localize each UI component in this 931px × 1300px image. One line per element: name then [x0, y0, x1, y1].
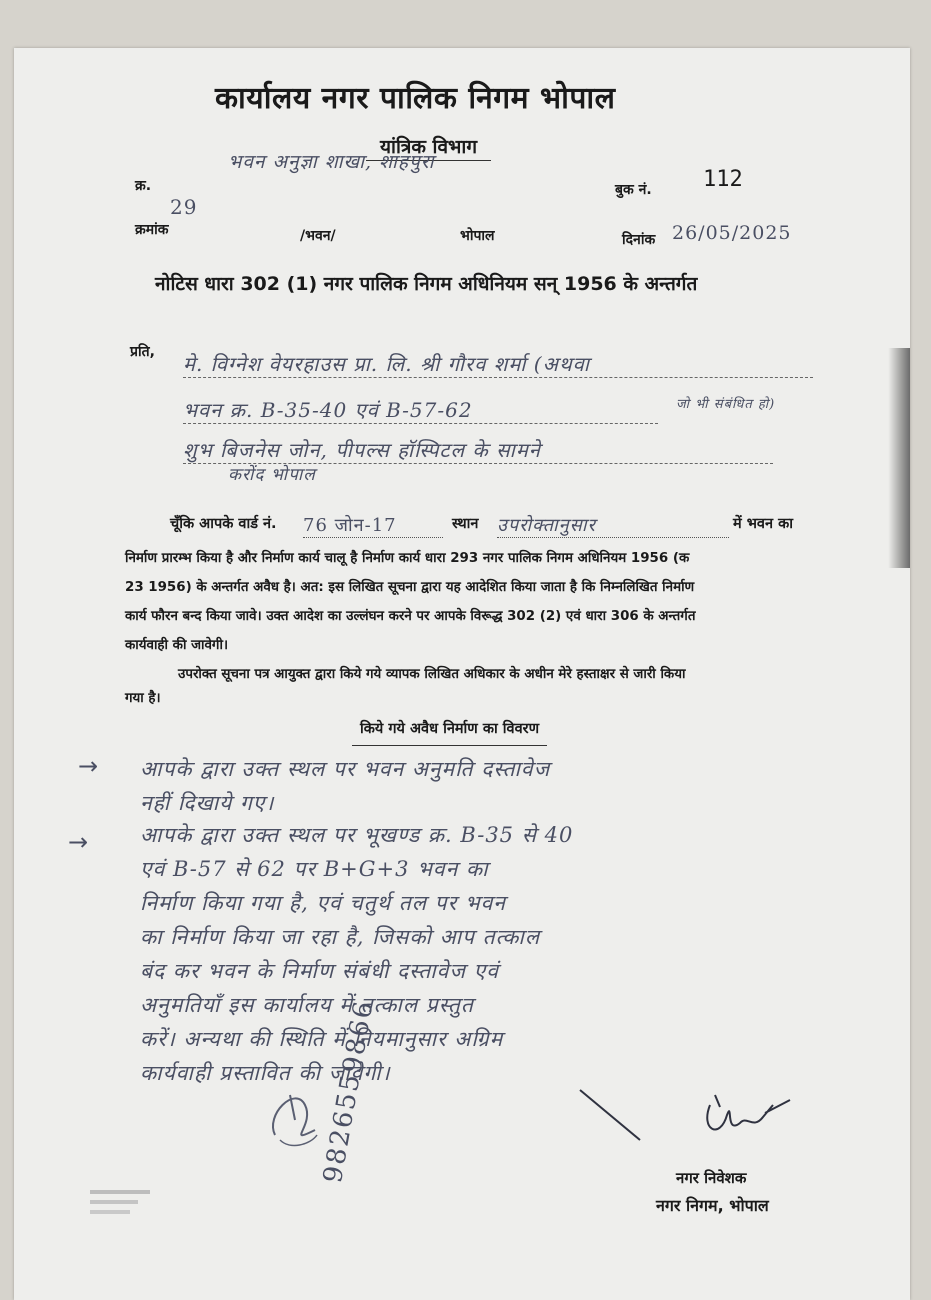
- detail-2-line-4: का निर्माण किया जा रहा है, जिसको आप तत्काल: [140, 925, 541, 949]
- signature: [575, 1085, 805, 1155]
- detail-2-line-6: अनुमतियाँ इस कार्यालय में तत्काल प्रस्तुत: [140, 993, 474, 1017]
- book-label: बुक नं.: [615, 182, 652, 198]
- designation: नगर निवेशक: [676, 1169, 747, 1187]
- detail-2-line-1: आपके द्वारा उक्त स्थल पर भूखण्ड क्र. B-35 से 40: [140, 823, 574, 847]
- detail-2-line-2: एवं B-57 से 62 पर B+G+3 भवन का: [140, 857, 489, 881]
- recipient-line-3: शुभ बिजनेस जोन, पीपल्स हॉस्पिटल के सामने: [183, 436, 773, 464]
- para1-line-4: कार्यवाही की जावेगी।: [125, 638, 229, 653]
- date-label: दिनांक: [622, 232, 656, 248]
- ward-prefix: चूँकि आपके वार्ड नं.: [170, 516, 277, 532]
- kramank-value: 29: [170, 195, 198, 219]
- bhavan-label: /भवन/: [300, 228, 336, 244]
- office-title: कार्यालय नगर पालिक निगम भोपाल: [215, 81, 616, 116]
- para2-line-2: गया है।: [125, 691, 161, 706]
- recipient-line-1: मे. विग्नेश वेयरहाउस प्रा. लि. श्री गौरव शर्मा (अथवा: [183, 350, 813, 378]
- detail-2-line-7: करें। अन्यथा की स्थिति में नियमानुसार अग्रिम: [140, 1027, 504, 1051]
- bhavan-ka-text: में भवन का: [733, 516, 793, 532]
- recipient-line-4: करोंद भोपाल: [228, 465, 316, 485]
- details-heading: किये गये अवैध निर्माण का विवरण: [360, 718, 539, 738]
- recipient-margin-note: जो भी संबंधित हो): [676, 397, 776, 412]
- handwritten-section: भवन अनुज्ञा शाखा, शाहपुरा: [228, 151, 435, 173]
- faint-stamp: [90, 1190, 150, 1214]
- department-heading: यांत्रिक विभाग: [380, 133, 477, 159]
- para1-line-1: निर्माण प्रारम्भ किया है और निर्माण कार्य चालू है निर्माण कार्य धारा 293 नगर पालिक निगम अधिनियम 1956 (क: [125, 551, 690, 566]
- prati-label: प्रति,: [130, 344, 155, 360]
- para2-line-1: उपरोक्त सूचना पत्र आयुक्त द्वारा किये गये व्यापक लिखित अधिकार के अधीन मेरे हस्ताक्षर से जारी किया: [178, 667, 686, 682]
- date-value: 26/05/2025: [672, 222, 792, 244]
- notice-heading: नोटिस धारा 302 (1) नगर पालिक निगम अधिनियम सन् 1956 के अन्तर्गत: [155, 273, 698, 295]
- kramank-label: क्रमांक: [135, 222, 169, 238]
- detail-2-line-3: निर्माण किया गया है, एवं चतुर्थ तल पर भवन: [140, 891, 506, 915]
- ward-value: 76 जोन-17: [303, 513, 443, 538]
- recipient-line-2: भवन क्र. B-35-40 एवं B-57-62: [183, 396, 658, 424]
- initials-scribble: [255, 1075, 335, 1155]
- bullet-arrow-1: →: [78, 752, 99, 780]
- para1-line-3: कार्य फौरन बन्द किया जावे। उक्त आदेश का उल्लंघन करने पर आपके विरूद्ध 302 (2) एवं धारा 306 के अन्तर्गत: [125, 609, 696, 624]
- detail-2-line-8: कार्यवाही प्रस्तावित की जावेगी।: [140, 1061, 391, 1085]
- kr-label: क्र.: [135, 178, 152, 194]
- sthan-label: स्थान: [452, 516, 479, 532]
- bullet-arrow-2: →: [68, 828, 89, 856]
- fold-shadow: [888, 348, 910, 568]
- book-number: 112: [703, 167, 743, 192]
- para1-line-2: 23 1956) के अन्तर्गत अवैध है। अत: इस लिखित सूचना द्वारा यह आदेशित किया जाता है कि निम्नलिखित निर्माण: [125, 580, 695, 595]
- sthan-value: उपरोक्तानुसार: [497, 513, 729, 538]
- detail-1-line-2: नहीं दिखाये गए।: [140, 791, 275, 815]
- detail-2-line-5: बंद कर भवन के निर्माण संबंधी दस्तावेज एवं: [140, 959, 499, 983]
- organization: नगर निगम, भोपाल: [656, 1196, 769, 1215]
- handwritten-phone-number: 9826559866: [318, 997, 380, 1186]
- detail-1-line-1: आपके द्वारा उक्त स्थल पर भवन अनुमति दस्तावेज: [140, 757, 551, 781]
- city-label: भोपाल: [460, 228, 495, 244]
